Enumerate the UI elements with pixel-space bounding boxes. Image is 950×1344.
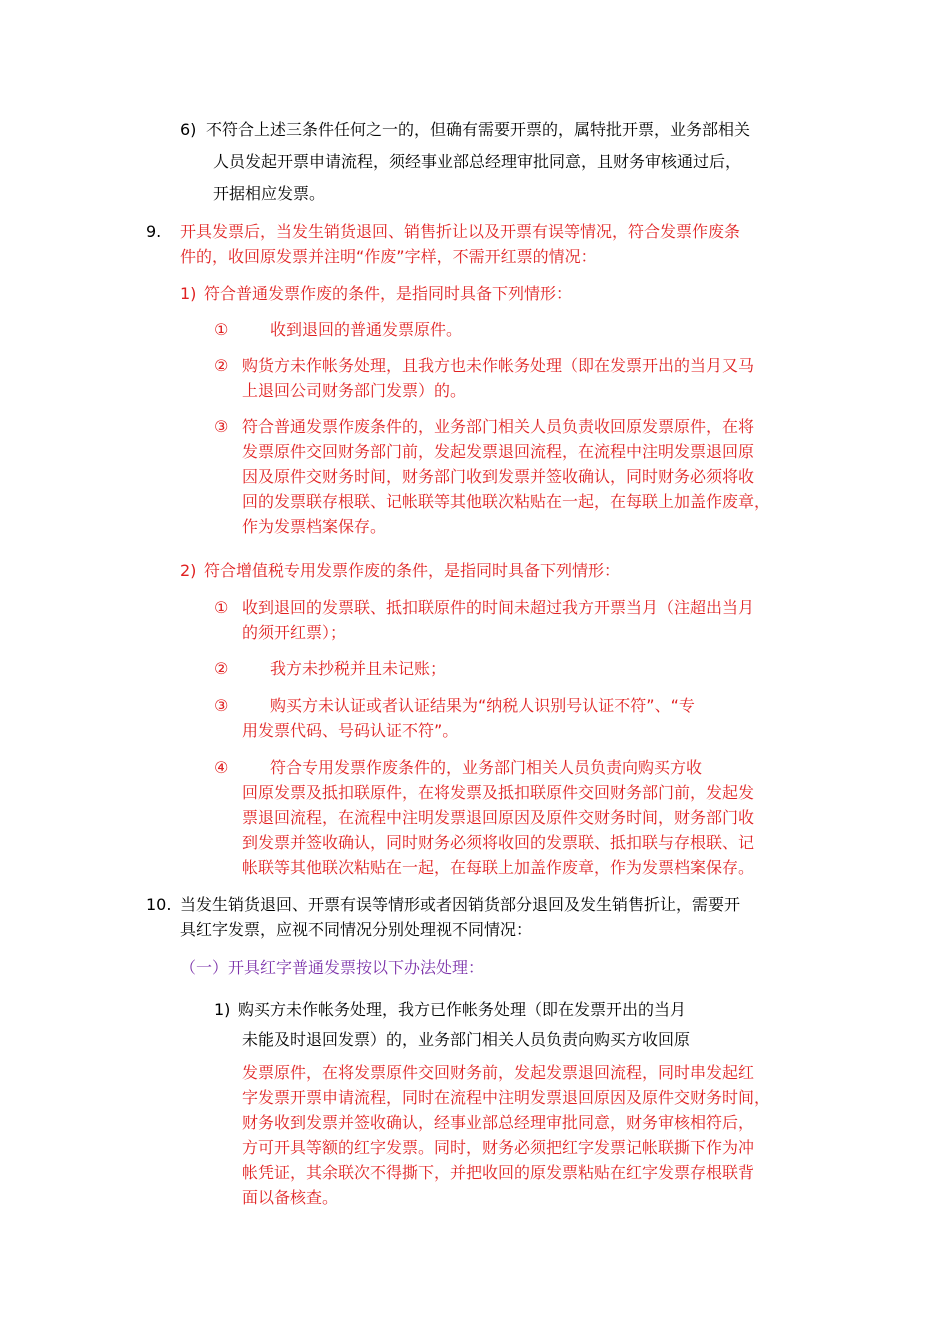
item9-sub1-c3-line-3: 因及原件交财务时间，财务部门收到发票并签收确认，同时财务必须将收 [242, 467, 755, 486]
item9-sub2-c4-line-1: 符合专用发票作废条件的，业务部门相关人员负责向购买方收 [270, 758, 703, 777]
item9-sub1-c2-line-2: 上退回公司财务部门发票）的。 [242, 381, 467, 400]
item10-sub1-line-5: 财务收到发票并签收确认，经事业部总经理审批同意，财务审核相符后， [242, 1113, 755, 1132]
item9-sub2-c3-line-2: 用发票代码、号码认证不符”。 [242, 721, 459, 740]
item9-sub2-c3-line-1: 购买方未认证或者认证结果为“纳税人识别号认证不符”、“专 [270, 696, 695, 715]
item6-line-2: 人员发起开票申请流程，须经事业部总经理审批同意，且财务审核通过后， [213, 152, 742, 171]
item10-sub1-line-2: 未能及时退回发票）的，业务部门相关人员负责向购买方收回原 [242, 1030, 691, 1049]
item9-sub2-c2-line-1: 我方未抄税并且未记账； [270, 659, 447, 678]
item9-sub1-c3-marker: ③ [214, 417, 229, 436]
item9-sub2-c1-line-2: 的须开红票）； [242, 623, 347, 642]
item9-sub1-marker: 1) [180, 284, 197, 303]
item9-sub2-c1-line-1: 收到退回的发票联、抵扣联原件的时间未超过我方开票当月（注超出当月 [242, 598, 755, 617]
item9-sub1-text: 符合普通发票作废的条件，是指同时具备下列情形： [204, 284, 573, 303]
item9-sub1-c3-line-5: 作为发票档案保存。 [242, 517, 387, 536]
item10-sub1-marker: 1) [214, 1000, 231, 1019]
item9-sub1-c2-marker: ② [214, 356, 229, 375]
item9-marker: 9. [146, 222, 162, 241]
item9-sub2-c4-line-4: 到发票并签收确认，同时财务必须将收回的发票联、抵扣联与存根联、记 [242, 833, 755, 852]
item9-sub2-text: 符合增值税专用发票作废的条件，是指同时具备下列情形： [204, 561, 621, 580]
item10-marker: 10. [146, 895, 172, 914]
item10-sub1-line-6: 方可开具等额的红字发票。同时，财务必须把红字发票记帐联撕下作为冲 [242, 1138, 755, 1157]
item9-sub2-c2-marker: ② [214, 659, 229, 678]
item9-sub1-c2-line-1: 购货方未作帐务处理，且我方也未作帐务处理（即在发票开出的当月又马 [242, 356, 755, 375]
item9-sub2-c4-marker: ④ [214, 758, 229, 777]
item9-sub1-c1-marker: ① [214, 320, 229, 339]
item9-sub2-c3-marker: ③ [214, 696, 229, 715]
item10-sub1-line-3: 发票原件，在将发票原件交回财务前，发起发票退回流程，同时串发起红 [242, 1063, 755, 1082]
item9-sub1-c3-line-4: 回的发票联存根联、记帐联等其他联次粘贴在一起，在每联上加盖作废章， [242, 492, 771, 511]
item9-sub2-c4-line-3: 票退回流程，在流程中注明发票退回原因及原件交财务时间，财务部门收 [242, 808, 755, 827]
item10-sub1-line-7: 帐凭证，其余联次不得撕下，并把收回的原发票粘贴在红字发票存根联背 [242, 1163, 755, 1182]
item6-marker: 6) [180, 120, 197, 139]
item9-line-1: 开具发票后，当发生销货退回、销售折让以及开票有误等情况，符合发票作废条 [180, 222, 741, 241]
item10-sub1-line-4: 字发票开票申请流程，同时在流程中注明发票退回原因及原件交财务时间， [242, 1088, 771, 1107]
item10-sub1-line-8: 面以备核查。 [242, 1188, 339, 1207]
item9-sub1-c3-line-2: 发票原件交回财务部门前，发起发票退回流程，在流程中注明发票退回原 [242, 442, 755, 461]
item6-line-3: 开据相应发票。 [213, 184, 326, 203]
item10-section1-heading: （一）开具红字普通发票按以下办法处理： [180, 958, 485, 977]
item9-sub2-marker: 2) [180, 561, 197, 580]
item9-sub1-c3-line-1: 符合普通发票作废条件的，业务部门相关人员负责收回原发票原件，在将 [242, 417, 755, 436]
item9-sub2-c1-marker: ① [214, 598, 229, 617]
item9-sub2-c4-line-5: 帐联等其他联次粘贴在一起，在每联上加盖作废章，作为发票档案保存。 [242, 858, 755, 877]
item9-line-2: 件的，收回原发票并注明“作废”字样，不需开红票的情况： [180, 247, 597, 266]
item9-sub2-c4-line-2: 回原发票及抵扣联原件，在将发票及抵扣联原件交回财务部门前，发起发 [242, 783, 755, 802]
item10-line-2: 具红字发票，应视不同情况分别处理视不同情况： [180, 920, 533, 939]
item9-sub1-c1-line-1: 收到退回的普通发票原件。 [270, 320, 463, 339]
item6-line-1: 不符合上述三条件任何之一的，但确有需要开票的，属特批开票，业务部相关 [206, 120, 751, 139]
item10-line-1: 当发生销货退回、开票有误等情形或者因销货部分退回及发生销售折让，需要开 [180, 895, 741, 914]
item10-sub1-line-1: 购买方未作帐务处理，我方已作帐务处理（即在发票开出的当月 [238, 1000, 687, 1019]
